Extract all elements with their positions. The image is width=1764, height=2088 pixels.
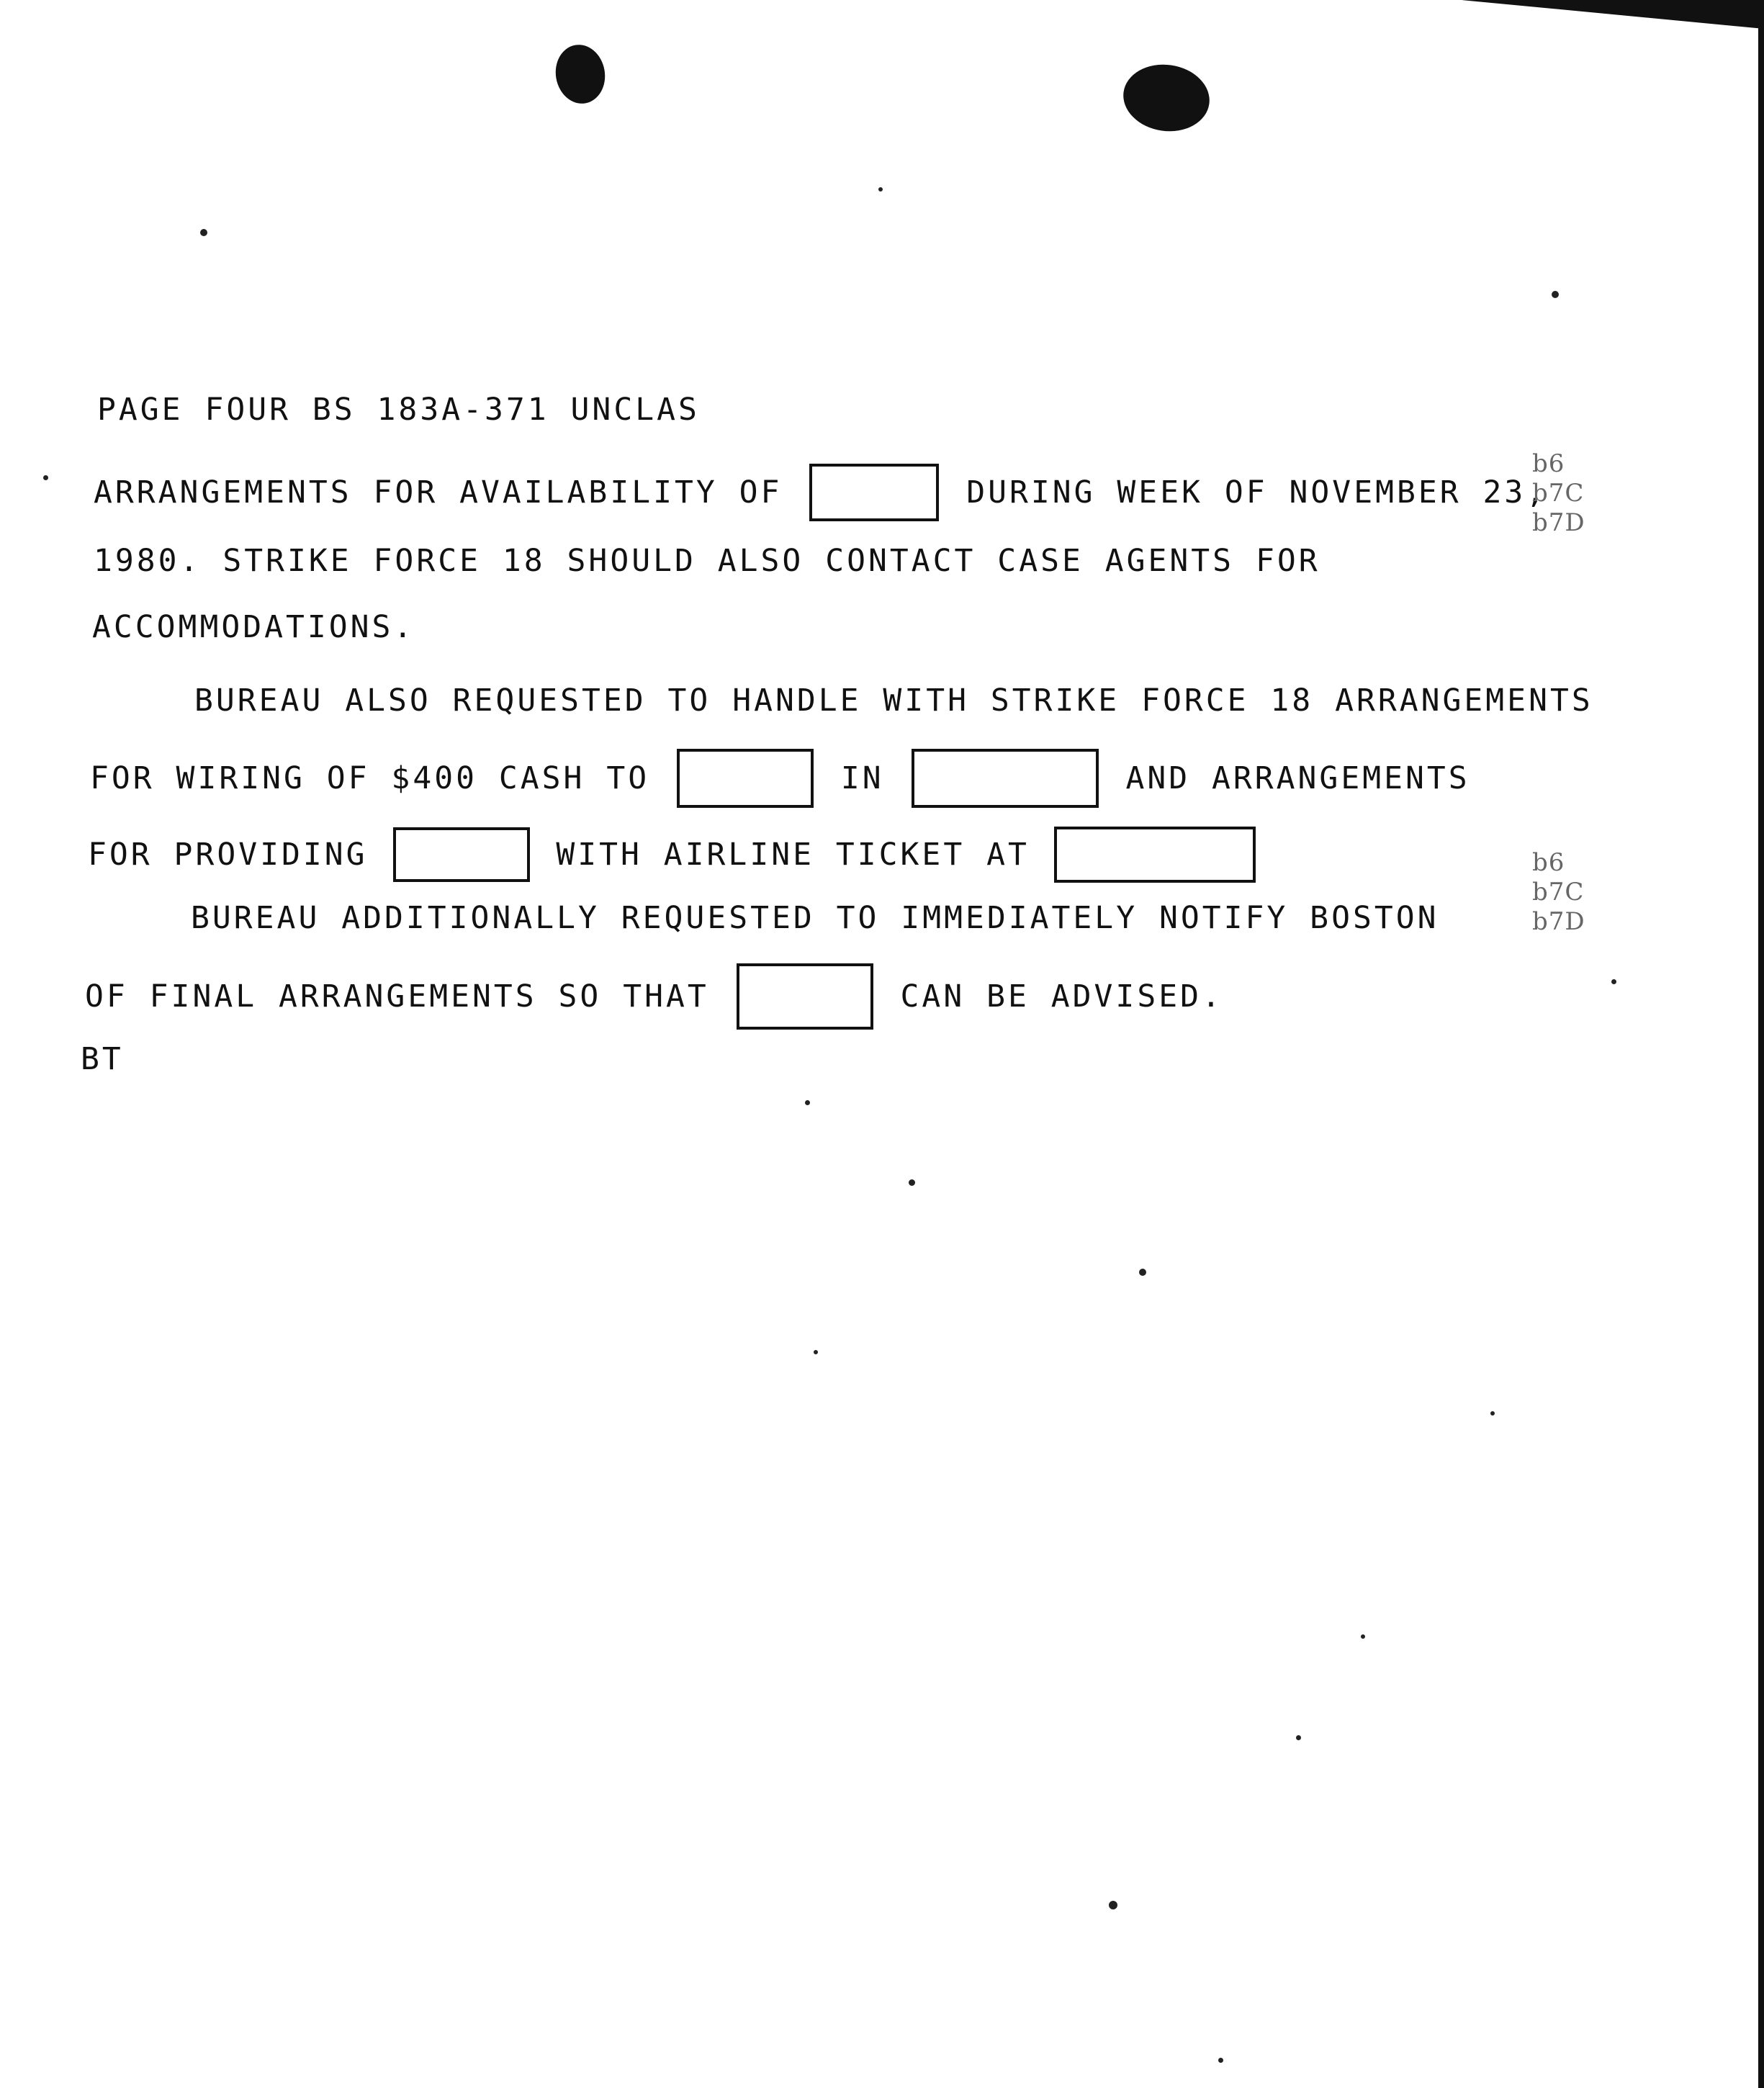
- paragraph-2-line-2: [90, 749, 1470, 808]
- speck: [878, 187, 883, 192]
- paragraph-3-line-1: [191, 901, 1439, 934]
- document-header: [97, 393, 700, 426]
- redaction-box: [393, 827, 530, 882]
- speck: [1611, 979, 1616, 984]
- text-segment: BUREAU ALSO REQUESTED TO HANDLE WITH STRIKE FORCE 18 ARRANGEMENTS: [194, 683, 1593, 719]
- exemption-code: b7C: [1532, 479, 1585, 508]
- punch-hole-left: [551, 41, 609, 108]
- exemption-code: b6: [1532, 449, 1565, 478]
- text-segment: BUREAU ADDITIONALLY REQUESTED TO IMMEDIATELY NOTIFY BOSTON: [191, 900, 1439, 936]
- page-corner-fold: [1462, 0, 1764, 29]
- redaction-box: [1054, 827, 1256, 883]
- text-segment: FOR PROVIDING: [88, 836, 368, 873]
- header-text: PAGE FOUR BS 183A-371 UNCLAS: [97, 392, 700, 428]
- text-segment: 1980. STRIKE FORCE 18 SHOULD ALSO CONTACT CASE AGENTS FOR: [94, 543, 1320, 579]
- speck: [1109, 1901, 1117, 1909]
- document-footer: [81, 1043, 124, 1075]
- redaction-box: [677, 749, 814, 808]
- paragraph-3-line-2: [85, 963, 1223, 1030]
- redaction-box: [912, 749, 1099, 808]
- speck: [1552, 291, 1559, 298]
- exemption-codes: [1532, 449, 1585, 538]
- speck: [1361, 1634, 1365, 1639]
- text-segment: ARRANGEMENTS FOR AVAILABILITY OF: [94, 474, 783, 510]
- footer-text: BT: [81, 1041, 124, 1077]
- redaction-box: [809, 464, 939, 521]
- speck: [200, 229, 207, 236]
- text-segment: FOR WIRING OF $400 CASH TO: [90, 760, 650, 796]
- redaction-box: [737, 963, 873, 1030]
- exemption-code: b7C: [1532, 878, 1585, 906]
- speck: [1139, 1269, 1146, 1276]
- paragraph-1-line-1: [94, 464, 1547, 521]
- paragraph-2-line-3: [88, 827, 1259, 883]
- exemption-code: b7D: [1532, 907, 1585, 936]
- text-segment: WITH AIRLINE TICKET AT: [556, 836, 1030, 873]
- text-segment: IN: [840, 760, 884, 796]
- punch-hole-right: [1119, 59, 1214, 137]
- paragraph-1-line-3: [92, 611, 415, 643]
- speck: [43, 475, 48, 480]
- exemption-code: b6: [1532, 848, 1565, 877]
- exemption-codes: [1532, 848, 1585, 937]
- text-segment: AND ARRANGEMENTS: [1125, 760, 1470, 796]
- paragraph-2-line-1: [194, 683, 1593, 719]
- paragraph-1-line-2: [94, 544, 1320, 577]
- speck: [1296, 1735, 1301, 1740]
- speck: [1218, 2058, 1223, 2063]
- scan-edge: [1758, 0, 1764, 2088]
- speck: [805, 1100, 810, 1105]
- speck: [909, 1179, 915, 1186]
- text-segment: CAN BE ADVISED.: [900, 978, 1223, 1014]
- speck: [814, 1350, 818, 1354]
- speck: [1490, 1411, 1495, 1416]
- exemption-code: b7D: [1532, 508, 1585, 537]
- text-segment: OF FINAL ARRANGEMENTS SO THAT: [85, 978, 709, 1014]
- text-segment: DURING WEEK OF NOVEMBER 23,: [966, 474, 1548, 510]
- text-segment: ACCOMMODATIONS.: [92, 609, 415, 645]
